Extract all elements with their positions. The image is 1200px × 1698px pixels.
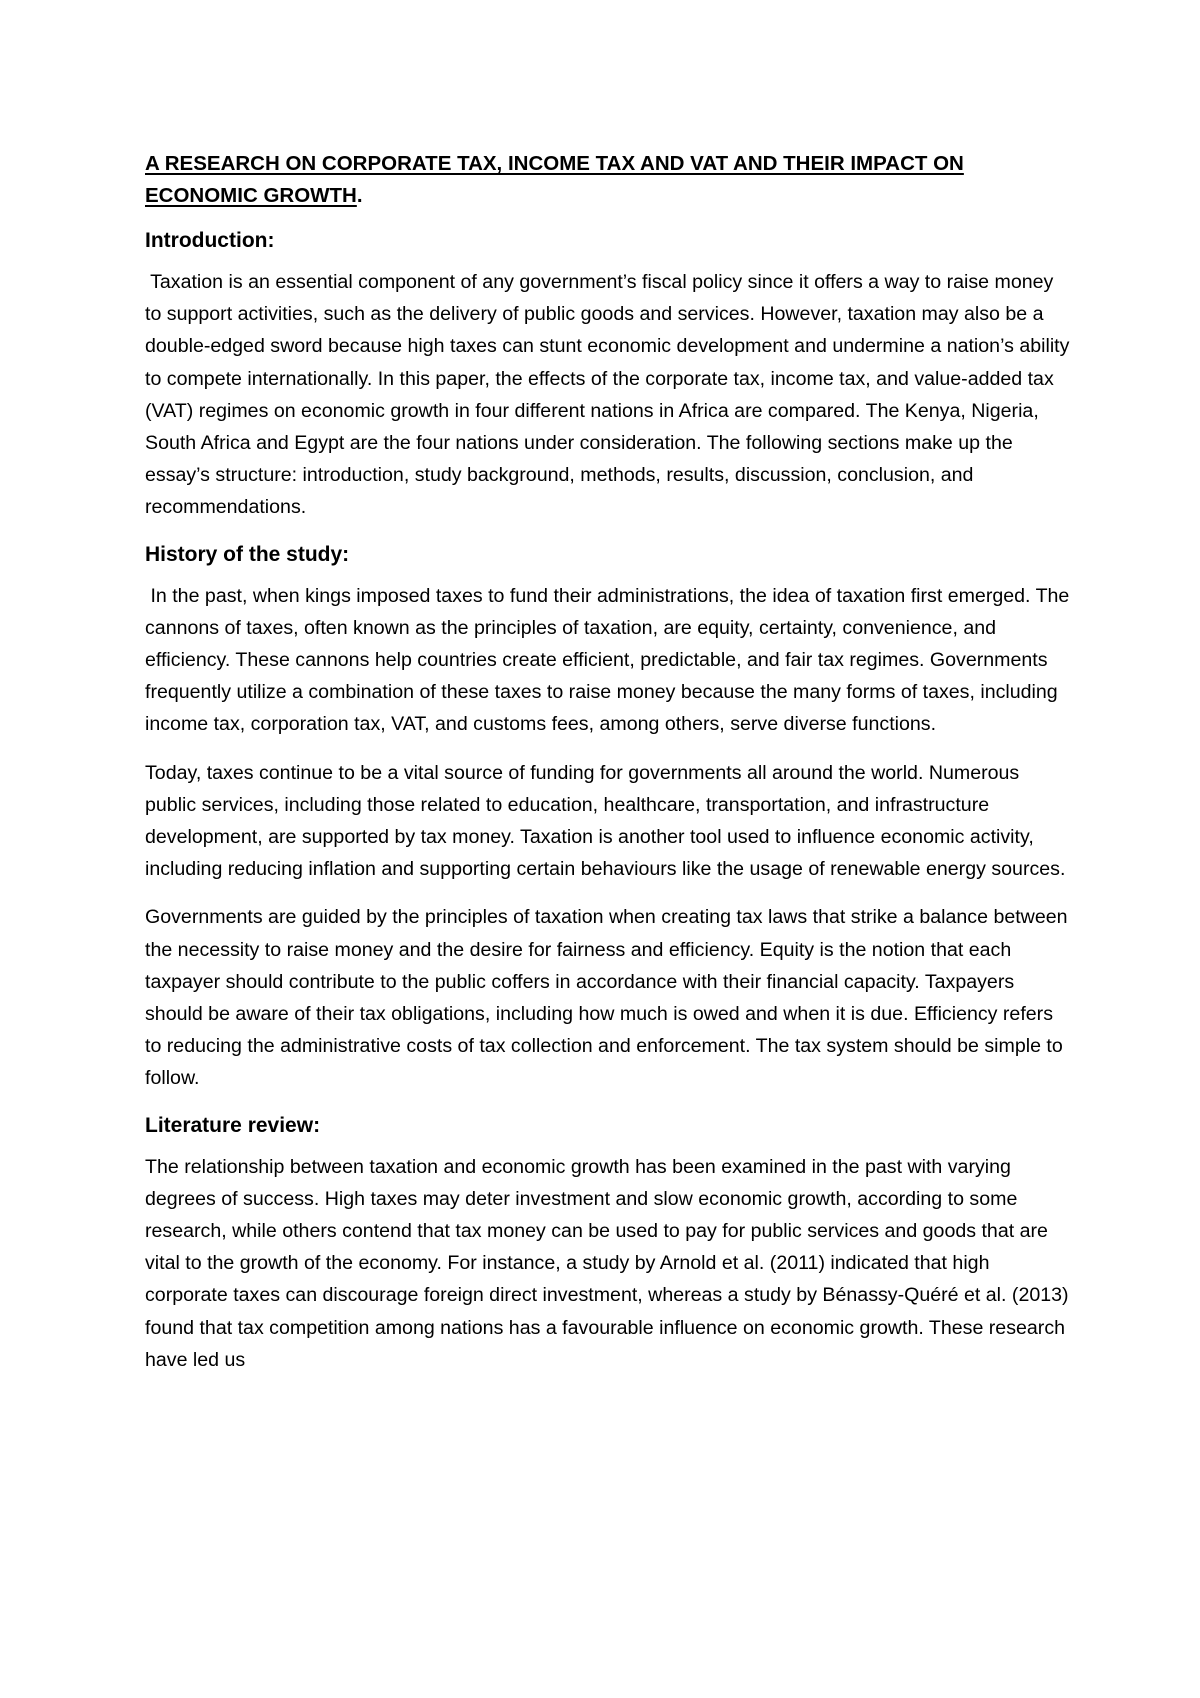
paragraph-introduction xyxy=(145,266,1070,524)
document-title xyxy=(145,148,1070,212)
section-heading-literature-review: Literature review: xyxy=(145,1113,321,1137)
document-title-underlined: A RESEARCH ON CORPORATE TAX, INCOME TAX AND VAT AND THEIR IMPACT ON ECONOMIC GROWTH xyxy=(145,152,964,207)
paragraph-history-2: Today, taxes continue to be a vital source of funding for governments all around the world. Numerous public services, including those related to education, healthcare, transportation, and infrastructure development, are supported by tax money. Taxation is another tool used to influence economic activity, including reducing inflation and supporting certain behaviours like the usage of renewable energy sources. xyxy=(145,761,1066,881)
paragraph-literature-review: The relationship between taxation and economic growth has been examined in the past with varying degrees of success. High taxes may deter investment and slow economic growth, according to some research, while others contend that tax money can be used to pay for public services and goods that are vital to the growth of the economy. For instance, a study by Arnold et al. (2011) indicated that high corporate taxes can discourage foreign direct investment, whereas a study by Bénassy-Quéré et al. (2013) found that tax competition among nations has a favourable influence on economic growth. These research have led us xyxy=(145,1155,1069,1371)
document-body xyxy=(145,148,1070,1392)
paragraph-history-1-text: In the past, when kings imposed taxes to fund their administrations, the idea of taxation first emerged. The cannons of taxes, often known as the principles of taxation, are equity, certainty, convenience, and efficiency. These cannons help countries create efficient, predictable, and fair tax regimes. Governments frequently utilize a combination of these taxes to raise money because the many forms of taxes, including income tax, corporation tax, VAT, and customs fees, among others, serve diverse functions. xyxy=(145,584,1070,736)
paragraph-introduction-text: Taxation is an essential component of any government’s fiscal policy since it offers a way to raise money to support activities, such as the delivery of public goods and services. However, taxation may also be a double-edged sword because high taxes can stunt economic development and undermine a nation’s ability to compete internationally. In this paper, the effects of the corporate tax, income tax, and value-added tax (VAT) regimes on economic growth in four different nations in Africa are compared. The Kenya, Nigeria, South Africa and Egypt are the four nations under consideration. The following sections make up the essay’s structure: introduction, study background, methods, results, discussion, conclusion, and recommendations. xyxy=(145,271,1070,519)
paragraph-history-3: Governments are guided by the principles of taxation when creating tax laws that strike a balance between the necessity to raise money and the desire for fairness and efficiency. Equity is the notion that each taxpayer should contribute to the public coffers in accordance with their financial capacity. Taxpayers should be aware of their tax obligations, including how much is owed and when it is due. Efficiency refers to reducing the administrative costs of tax collection and enforcement. The tax system should be simple to follow. xyxy=(145,906,1068,1090)
section-heading-introduction: Introduction: xyxy=(145,229,275,252)
section-heading-history: History of the study: xyxy=(145,542,350,566)
paragraph-history-1 xyxy=(145,580,1070,741)
document-title-period: . xyxy=(356,184,363,207)
